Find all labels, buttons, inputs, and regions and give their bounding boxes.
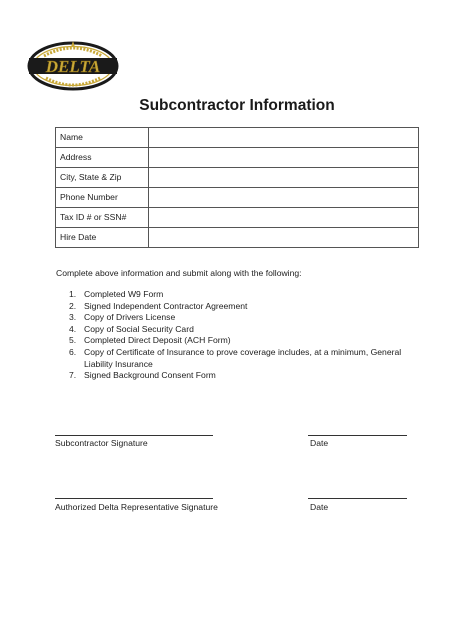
requirement-text: Copy of Certificate of Insurance to prove coverage includes, at a minimum, General Liability Insurance [84,346,402,369]
requirement-text: Signed Independent Contractor Agreement [84,300,248,311]
field-label: City, State & Zip [56,168,149,188]
requirement-number: 3. [69,312,77,323]
requirement-text: Copy of Drivers License [84,312,176,323]
field-value-cell[interactable] [149,208,419,228]
subcontractor-signature-line[interactable] [55,435,213,436]
requirement-item [69,312,409,324]
requirement-number: 4. [69,323,77,334]
field-label: Name [56,128,149,148]
requirement-item [69,347,409,370]
requirements-list [69,289,409,382]
requirement-number: 2. [69,300,77,311]
representative-signature-line[interactable] [55,498,213,499]
requirement-text: Signed Background Consent Form [84,370,216,381]
representative-date-label: Date [310,502,329,512]
requirement-number: 1. [69,289,77,299]
field-label: Tax ID # or SSN# [56,208,149,228]
field-value-cell[interactable] [149,128,419,148]
form-title: Subcontractor Information [139,97,335,114]
requirement-text: Completed W9 Form [84,289,164,299]
info-row [56,168,419,188]
subcontractor-date-label: Date [310,438,329,448]
requirement-item [69,301,409,313]
subcontractor-signature-label: Subcontractor Signature [55,438,148,448]
requirement-number: 7. [69,370,77,381]
requirement-text: Completed Direct Deposit (ACH Form) [84,335,231,346]
field-label: Address [56,148,149,168]
subcontractor-info-table [55,127,419,248]
info-row [56,228,419,248]
info-row [56,128,419,148]
representative-signature-label: Authorized Delta Representative Signature [55,502,218,512]
field-label: Hire Date [56,228,149,248]
field-value-cell[interactable] [149,148,419,168]
instructions-text: Complete above information and submit along with the following: [56,268,302,278]
info-row [56,208,419,228]
requirement-item [69,370,409,382]
field-value-cell[interactable] [149,168,419,188]
info-row [56,188,419,208]
requirement-number: 6. [69,346,77,357]
representative-date-line[interactable] [308,498,407,499]
logo-wordmark: DELTA [45,57,101,76]
requirement-text: Copy of Social Security Card [84,323,194,334]
delta-mechanical-logo [24,38,122,94]
requirement-item [69,335,409,347]
field-label: Phone Number [56,188,149,208]
requirement-item [69,289,409,301]
requirement-number: 5. [69,335,77,346]
subcontractor-date-line[interactable] [308,435,407,436]
requirement-item [69,324,409,336]
field-value-cell[interactable] [149,228,419,248]
field-value-cell[interactable] [149,188,419,208]
info-row [56,148,419,168]
